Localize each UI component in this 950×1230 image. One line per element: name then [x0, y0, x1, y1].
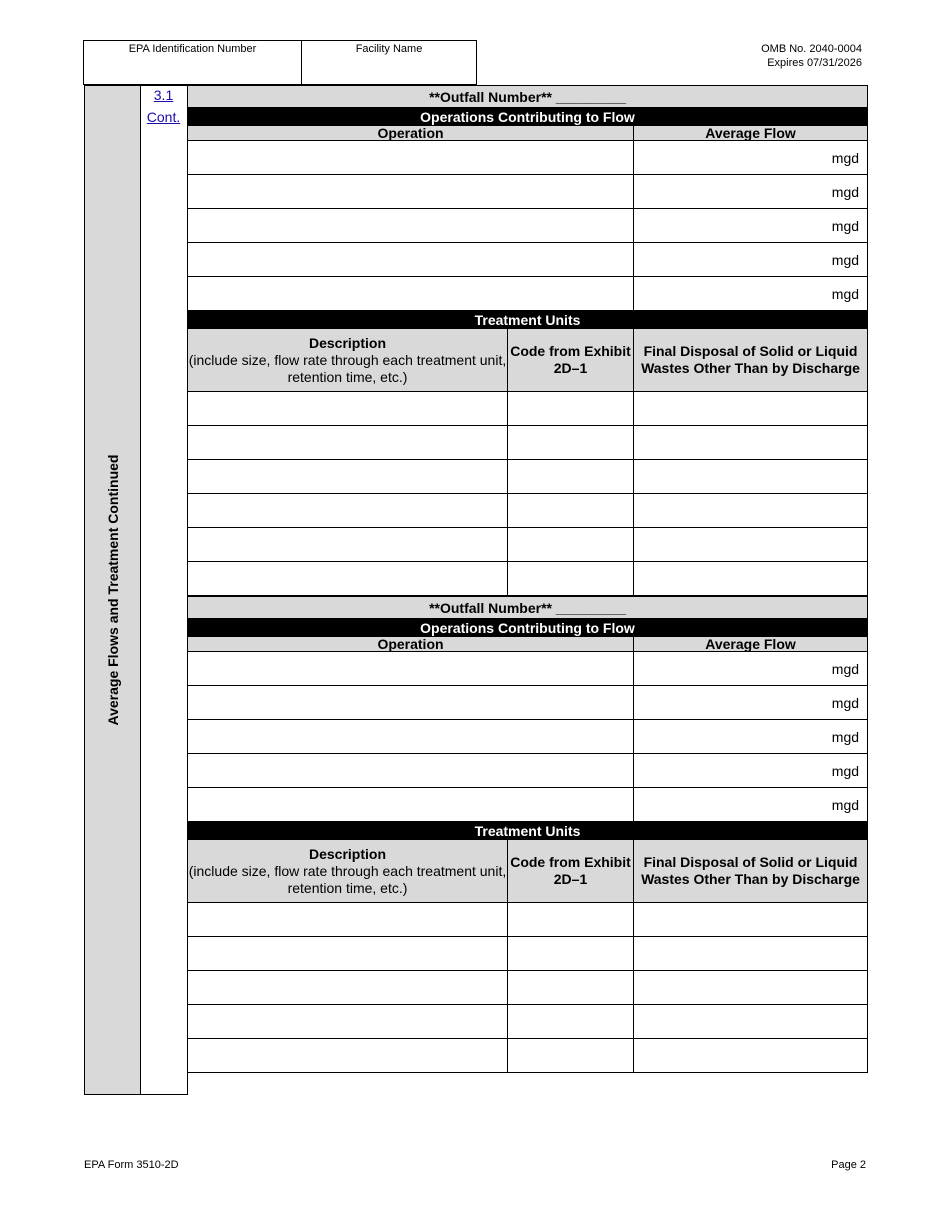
- outfall-number[interactable]: **Outfall Number** _________: [188, 86, 868, 108]
- operation-input[interactable]: [188, 141, 634, 175]
- description-input[interactable]: [188, 971, 508, 1005]
- treatment-row: [188, 1039, 868, 1073]
- operation-input[interactable]: [188, 652, 634, 686]
- code-input[interactable]: [508, 392, 634, 426]
- avg-flow-header: Average Flow: [634, 126, 868, 141]
- operation-header: Operation: [188, 637, 634, 652]
- treatment-row: [188, 494, 868, 528]
- disposal-input[interactable]: [634, 903, 868, 937]
- facility-name-field[interactable]: [301, 40, 477, 85]
- disposal-input[interactable]: [634, 1005, 868, 1039]
- item-number-column: [140, 85, 188, 1095]
- ops-title: Operations Contributing to Flow: [188, 108, 868, 126]
- operation-row: [188, 141, 868, 175]
- avg-flow-input[interactable]: mgd: [634, 652, 868, 686]
- side-panel: [84, 85, 141, 1095]
- omb-number: OMB No. 2040-0004: [761, 43, 862, 55]
- code-input[interactable]: [508, 1039, 634, 1073]
- code-input[interactable]: [508, 903, 634, 937]
- avg-flow-input[interactable]: mgd: [634, 720, 868, 754]
- description-input[interactable]: [188, 528, 508, 562]
- description-note: (include size, flow rate through each treatment unit, retention time, etc.): [188, 351, 507, 385]
- operation-input[interactable]: [188, 754, 634, 788]
- side-label: Average Flows and Treatment Continued: [104, 454, 121, 726]
- operation-input[interactable]: [188, 788, 634, 822]
- description-input[interactable]: [188, 460, 508, 494]
- operation-row: [188, 175, 868, 209]
- item-number-link[interactable]: 3.1: [153, 87, 174, 103]
- disposal-input[interactable]: [634, 494, 868, 528]
- outfall-block-2: [187, 596, 868, 1073]
- facility-name-label: Facility Name: [355, 43, 423, 55]
- avg-flow-input[interactable]: mgd: [634, 277, 868, 311]
- code-input[interactable]: [508, 426, 634, 460]
- description-note: (include size, flow rate through each treatment unit, retention time, etc.): [188, 862, 507, 896]
- code-input[interactable]: [508, 1005, 634, 1039]
- omb-info: [761, 42, 862, 70]
- code-header: Code from Exhibit 2D–1: [508, 840, 634, 903]
- code-input[interactable]: [508, 460, 634, 494]
- code-input[interactable]: [508, 562, 634, 596]
- avg-flow-header: Average Flow: [634, 637, 868, 652]
- description-header: [188, 840, 508, 903]
- disposal-input[interactable]: [634, 528, 868, 562]
- description-title: Description: [308, 845, 386, 862]
- treatment-row: [188, 971, 868, 1005]
- treatment-row: [188, 562, 868, 596]
- treatment-row: [188, 392, 868, 426]
- operation-row: [188, 243, 868, 277]
- outfall-number[interactable]: **Outfall Number** _________: [188, 597, 868, 619]
- treatment-row: [188, 937, 868, 971]
- epa-id-field[interactable]: [83, 40, 302, 85]
- operation-row: [188, 686, 868, 720]
- operation-row: [188, 652, 868, 686]
- outfall-block-1: [187, 85, 868, 596]
- avg-flow-input[interactable]: mgd: [634, 686, 868, 720]
- description-input[interactable]: [188, 937, 508, 971]
- operation-row: [188, 720, 868, 754]
- omb-expires: Expires 07/31/2026: [767, 57, 862, 69]
- avg-flow-input[interactable]: mgd: [634, 754, 868, 788]
- code-header: Code from Exhibit 2D–1: [508, 329, 634, 392]
- disposal-input[interactable]: [634, 460, 868, 494]
- description-input[interactable]: [188, 903, 508, 937]
- avg-flow-input[interactable]: mgd: [634, 175, 868, 209]
- disposal-input[interactable]: [634, 562, 868, 596]
- description-input[interactable]: [188, 494, 508, 528]
- disposal-header: Final Disposal of Solid or Liquid Wastes Other Than by Discharge: [634, 840, 868, 903]
- treatment-row: [188, 426, 868, 460]
- treatment-row: [188, 1005, 868, 1039]
- form-number: EPA Form 3510-2D: [84, 1159, 179, 1171]
- description-title: Description: [308, 334, 386, 351]
- operation-header: Operation: [188, 126, 634, 141]
- disposal-header: Final Disposal of Solid or Liquid Wastes Other Than by Discharge: [634, 329, 868, 392]
- operation-input[interactable]: [188, 175, 634, 209]
- page-number: Page 2: [831, 1159, 866, 1171]
- treatment-title: Treatment Units: [188, 311, 868, 329]
- treatment-title: Treatment Units: [188, 822, 868, 840]
- avg-flow-input[interactable]: mgd: [634, 209, 868, 243]
- code-input[interactable]: [508, 937, 634, 971]
- description-input[interactable]: [188, 392, 508, 426]
- disposal-input[interactable]: [634, 937, 868, 971]
- operation-input[interactable]: [188, 686, 634, 720]
- operation-input[interactable]: [188, 720, 634, 754]
- code-input[interactable]: [508, 528, 634, 562]
- epa-id-label: EPA Identification Number: [128, 43, 257, 55]
- operation-input[interactable]: [188, 277, 634, 311]
- form-content: [187, 85, 867, 1073]
- disposal-input[interactable]: [634, 426, 868, 460]
- description-input[interactable]: [188, 426, 508, 460]
- operation-row: [188, 788, 868, 822]
- code-input[interactable]: [508, 494, 634, 528]
- operation-input[interactable]: [188, 209, 634, 243]
- treatment-row: [188, 528, 868, 562]
- avg-flow-input[interactable]: mgd: [634, 243, 868, 277]
- avg-flow-input[interactable]: mgd: [634, 141, 868, 175]
- disposal-input[interactable]: [634, 392, 868, 426]
- description-input[interactable]: [188, 1005, 508, 1039]
- code-input[interactable]: [508, 971, 634, 1005]
- disposal-input[interactable]: [634, 971, 868, 1005]
- treatment-row: [188, 460, 868, 494]
- description-input[interactable]: [188, 562, 508, 596]
- operation-row: [188, 754, 868, 788]
- avg-flow-input[interactable]: mgd: [634, 788, 868, 822]
- operation-row: [188, 277, 868, 311]
- operation-input[interactable]: [188, 243, 634, 277]
- item-cont-link[interactable]: Cont.: [146, 109, 181, 125]
- ops-title: Operations Contributing to Flow: [188, 619, 868, 637]
- description-input[interactable]: [188, 1039, 508, 1073]
- treatment-row: [188, 903, 868, 937]
- operation-row: [188, 209, 868, 243]
- disposal-input[interactable]: [634, 1039, 868, 1073]
- description-header: [188, 329, 508, 392]
